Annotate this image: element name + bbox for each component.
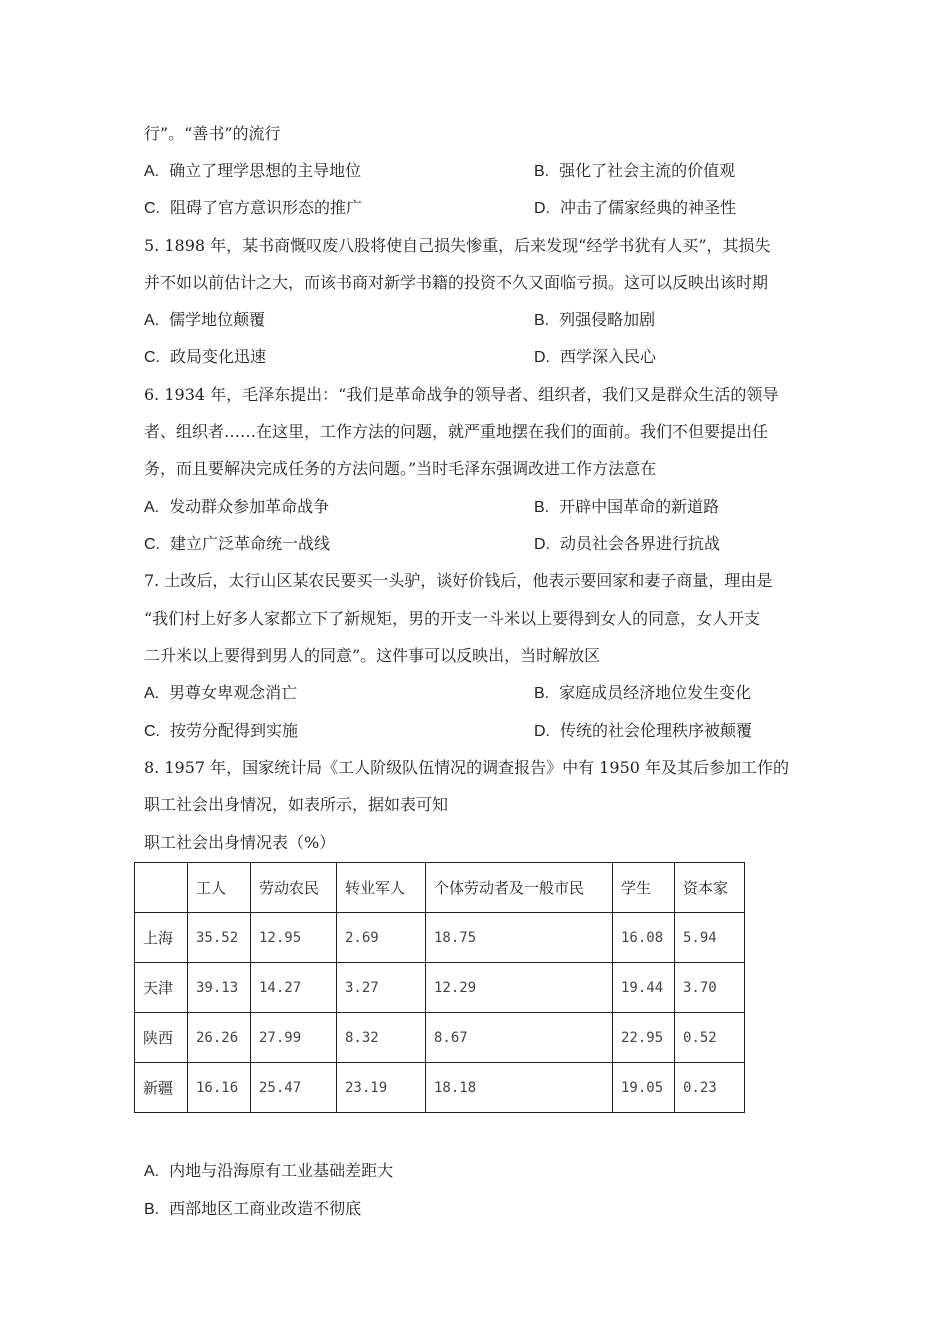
table-cell: 35.52 — [188, 913, 251, 963]
table-row — [135, 913, 745, 963]
table-cell: 8.67 — [426, 1013, 613, 1063]
q4-option-b: B. 强化了社会主流的价值观 — [534, 161, 736, 180]
table-cell: 12.29 — [426, 963, 613, 1013]
table-cell: 25.47 — [251, 1063, 337, 1113]
q6-option-d: D. 动员社会各界进行抗战 — [534, 534, 721, 553]
table-cell: 5.94 — [675, 913, 745, 963]
q7-option-b: B. 家庭成员经济地位发生变化 — [534, 683, 752, 702]
table-cell: 12.95 — [251, 913, 337, 963]
q8-option-a: A. 内地与沿海原有工业基础差距大 — [144, 1161, 394, 1180]
q6-option-c: C. 建立广泛革命统一战线 — [144, 534, 331, 553]
q7-stem-line-1: 7. 土改后，太行山区某农民要买一头驴，谈好价钱后，他表示要回家和妻子商量，理由是 — [144, 571, 773, 590]
q6-option-b: B. 开辟中国革命的新道路 — [534, 497, 720, 516]
table-cell: 16.16 — [188, 1063, 251, 1113]
table-row — [135, 1063, 745, 1113]
table-cell: 0.52 — [675, 1013, 745, 1063]
table-header-cell: 资本家 — [675, 863, 745, 913]
q5-option-d: D. 西学深入民心 — [534, 347, 657, 366]
q4-stem: 行”。“善书”的流行 — [144, 124, 281, 143]
table-header-cell: 劳动农民 — [251, 863, 337, 913]
table-row-label: 天津 — [135, 963, 188, 1013]
q7-option-d: D. 传统的社会伦理秩序被颠覆 — [534, 721, 753, 740]
q8-stem-line-1: 8. 1957 年，国家统计局《工人阶级队伍情况的调查报告》中有 1950 年及其后参加工作的 — [144, 758, 790, 777]
q8-stem-line-2: 职工社会出身情况，如表所示，据如表可知 — [144, 795, 449, 814]
table-cell: 39.13 — [188, 963, 251, 1013]
q5-option-b: B. 列强侵略加剧 — [534, 310, 656, 329]
table-cell: 19.05 — [613, 1063, 675, 1113]
q7-stem-line-3: 二升米以上要得到男人的同意”。这件事可以反映出，当时解放区 — [144, 646, 601, 665]
q8-option-b: B. 西部地区工商业改造不彻底 — [144, 1199, 362, 1218]
q5-stem-line-1: 5. 1898 年，某书商慨叹废八股将使自己损失惨重，后来发现“经学书犹有人买”，其损失 — [144, 236, 771, 255]
table-cell: 2.69 — [337, 913, 426, 963]
table-cell: 8.32 — [337, 1013, 426, 1063]
q4-option-d: D. 冲击了儒家经典的神圣性 — [534, 198, 737, 217]
q7-option-a: A. 男尊女卑观念消亡 — [144, 683, 298, 702]
q4-option-a: A. 确立了理学思想的主导地位 — [144, 161, 362, 180]
q6-option-a: A. 发动群众参加革命战争 — [144, 497, 330, 516]
q7-stem-line-2: “我们村上好多人家都立下了新规矩，男的开支一斗米以上要得到女人的同意，女人开支 — [144, 609, 761, 628]
table-row — [135, 1013, 745, 1063]
table-header-cell: 转业军人 — [337, 863, 426, 913]
table-header-cell — [135, 863, 188, 913]
table-caption: 职工社会出身情况表（%） — [144, 833, 336, 852]
table-header-row — [135, 863, 745, 913]
table-cell: 27.99 — [251, 1013, 337, 1063]
table-row-label: 陕西 — [135, 1013, 188, 1063]
table-row — [135, 963, 745, 1013]
table-cell: 0.23 — [675, 1063, 745, 1113]
q5-option-c: C. 政局变化迅速 — [144, 347, 267, 366]
table-header-cell: 工人 — [188, 863, 251, 913]
q6-stem-line-2: 者、组织者……在这里，工作方法的问题，就严重地摆在我们的面前。我们不但要提出任 — [144, 422, 769, 441]
table-cell: 26.26 — [188, 1013, 251, 1063]
table-cell: 14.27 — [251, 963, 337, 1013]
q7-option-c: C. 按劳分配得到实施 — [144, 721, 299, 740]
table-cell: 3.70 — [675, 963, 745, 1013]
q5-option-a: A. 儒学地位颠覆 — [144, 310, 266, 329]
table-cell: 19.44 — [613, 963, 675, 1013]
table-header-cell: 学生 — [613, 863, 675, 913]
table-cell: 3.27 — [337, 963, 426, 1013]
q5-stem-line-2: 并不如以前估计之大，而该书商对新学书籍的投资不久又面临亏损。这可以反映出该时期 — [144, 273, 769, 292]
table-row-label: 新疆 — [135, 1063, 188, 1113]
q6-stem-line-1: 6. 1934 年，毛泽东提出：“我们是革命战争的领导者、组织者，我们又是群众生活的领导 — [144, 385, 779, 404]
q4-option-c: C. 阻碍了官方意识形态的推广 — [144, 198, 363, 217]
q6-stem-line-3: 务，而且要解决完成任务的方法问题。”当时毛泽东强调改进工作方法意在 — [144, 459, 657, 478]
table-row-label: 上海 — [135, 913, 188, 963]
table-header-cell: 个体劳动者及一般市民 — [426, 863, 613, 913]
origin-table — [134, 862, 745, 1113]
table-cell: 18.18 — [426, 1063, 613, 1113]
table-cell: 23.19 — [337, 1063, 426, 1113]
table-cell: 18.75 — [426, 913, 613, 963]
table-cell: 16.08 — [613, 913, 675, 963]
table-cell: 22.95 — [613, 1013, 675, 1063]
